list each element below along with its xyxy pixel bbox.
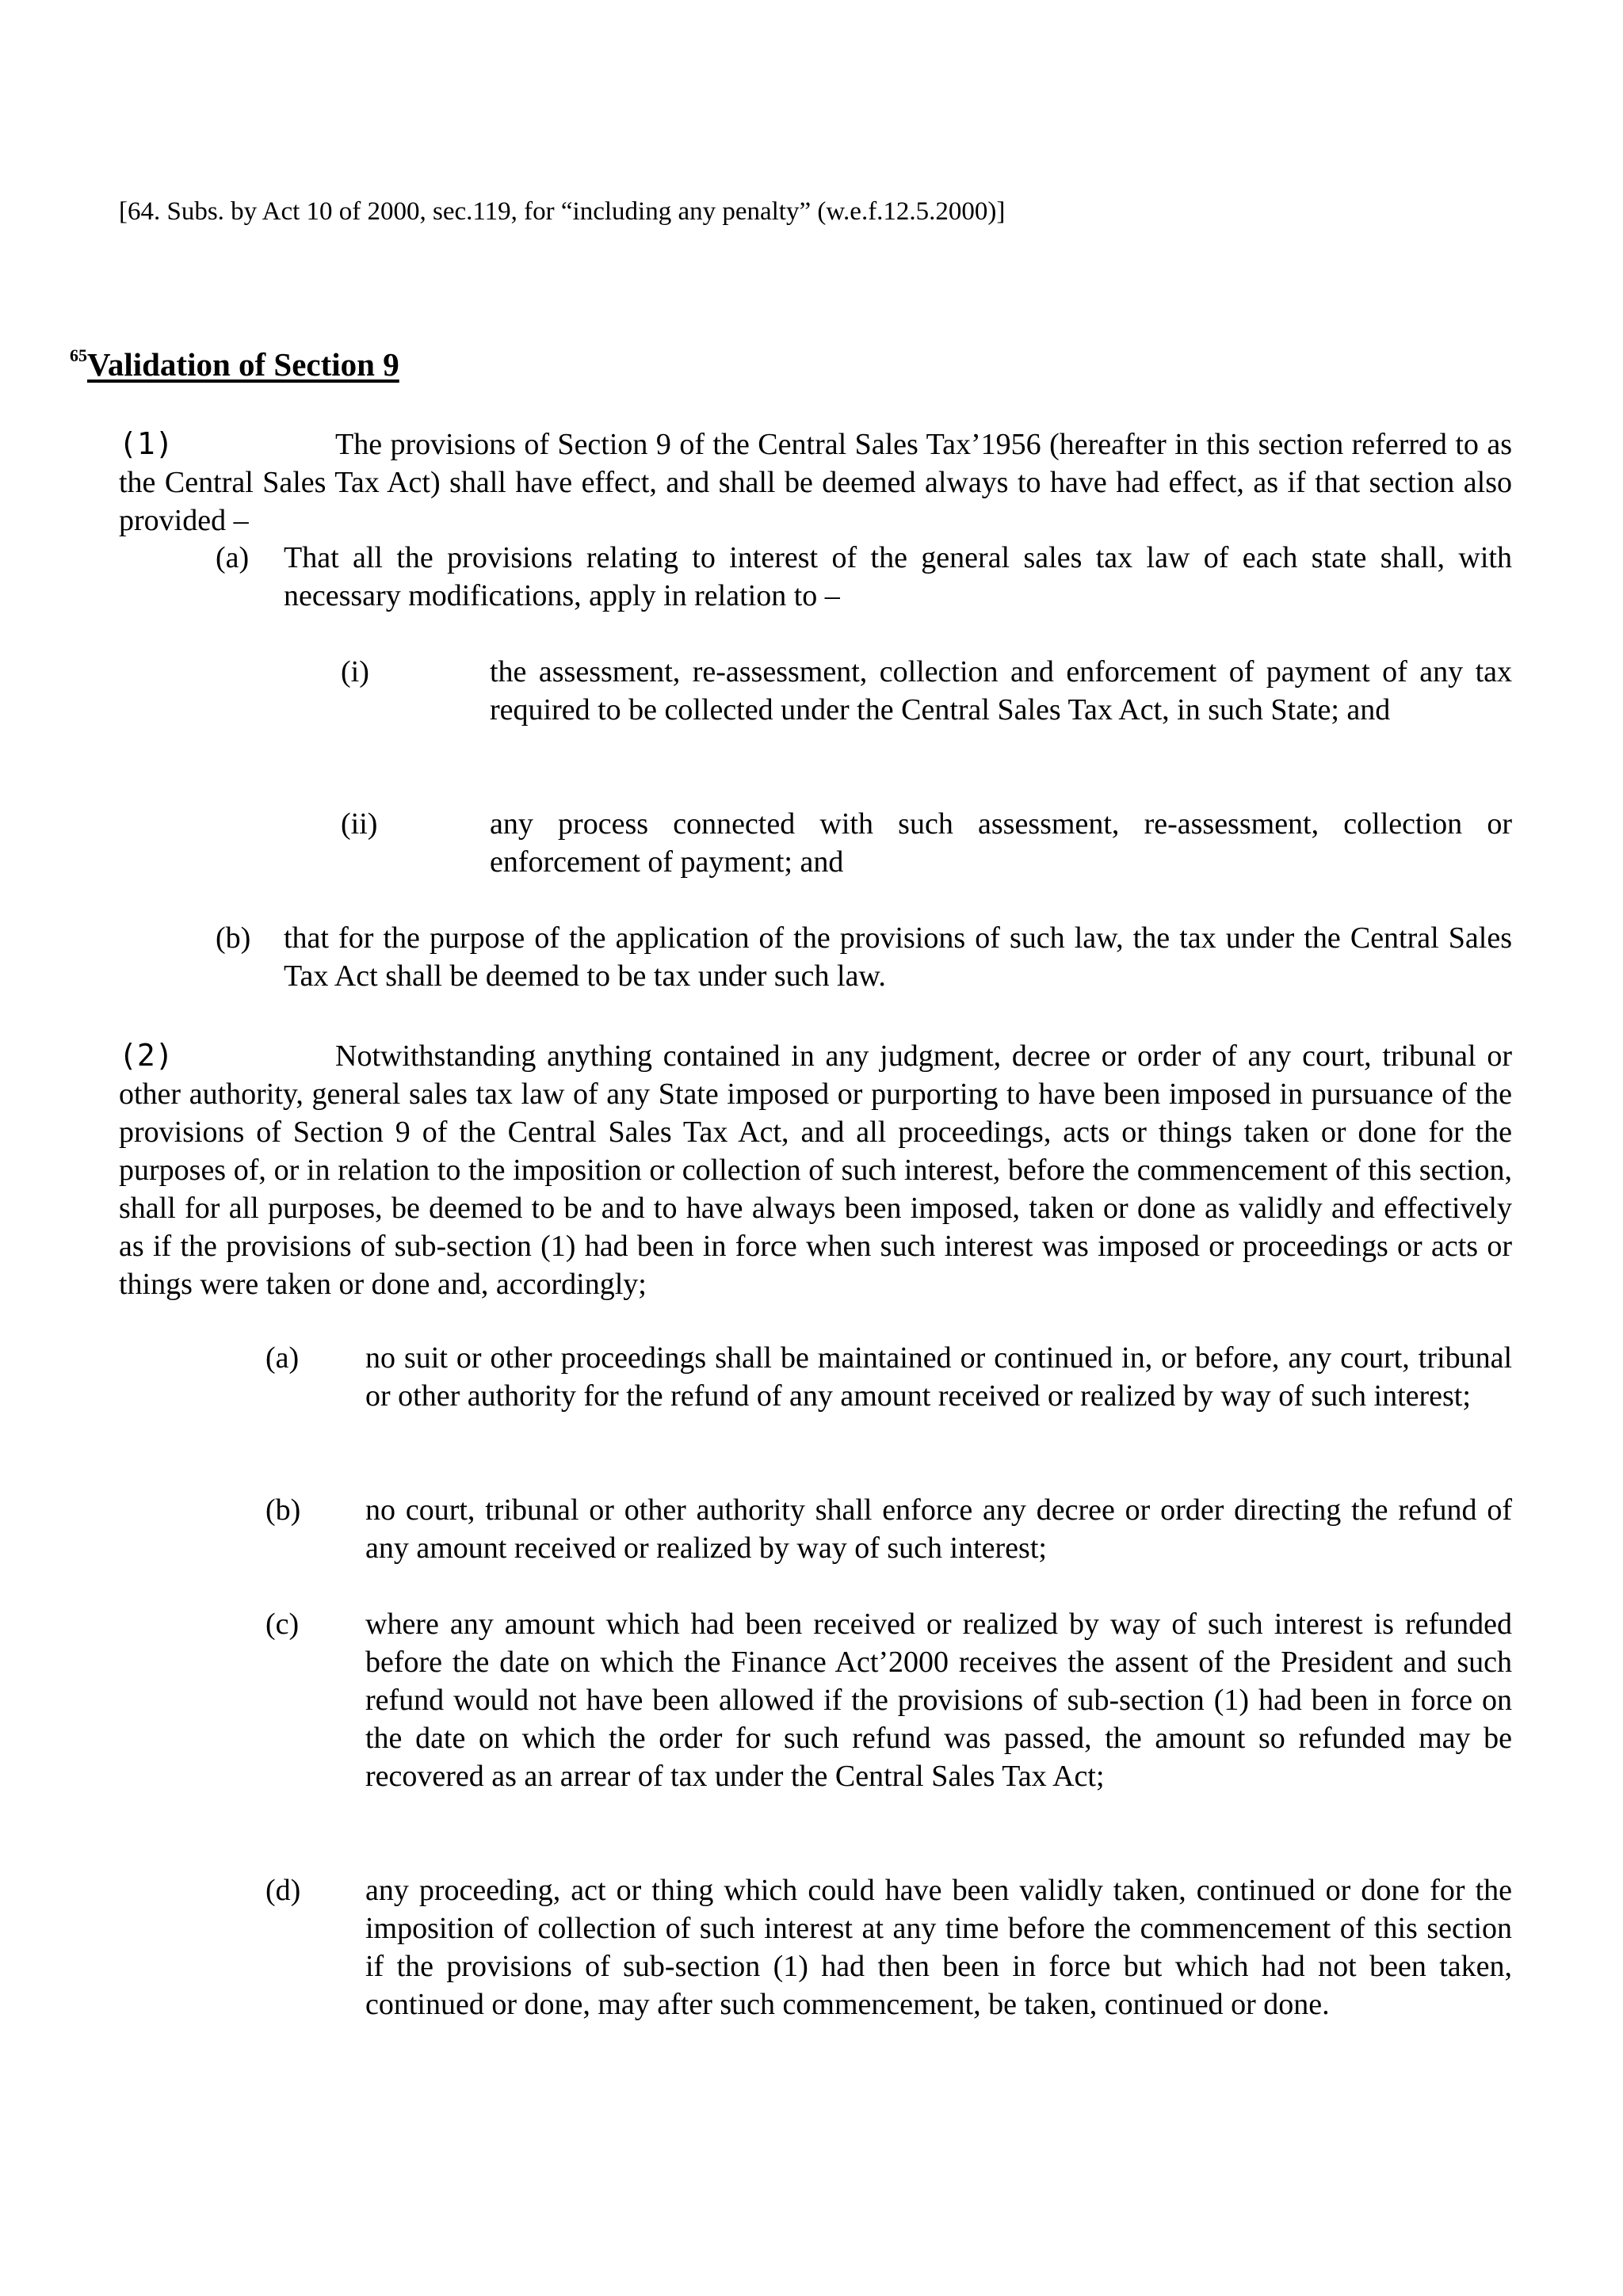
subsection-1-clause-a: [216, 539, 1512, 615]
clause-text: any proceeding, act or thing which could have been validly taken, continued or done for the imposition of collection of such interest at any time before the commencement of this section if the provisions of sub-section (1) had then been in force but which had not been taken, continued or done, may after such commencement, be taken, continued or done.: [365, 1874, 1512, 2021]
subsection-2-clause-b: [265, 1491, 1512, 1567]
clause-text: no suit or other proceedings shall be maintained or continued in, or before, any court, tribunal or other authority for the refund of any amount received or realized by way of such interest;: [365, 1341, 1512, 1413]
subsection-1-text: The provisions of Section 9 of the Central Sales Tax’1956 (hereafter in this section referred to as the Central Sales Tax Act) shall have effect, and shall be deemed always to have had effect, as if that section also provided –: [119, 428, 1512, 537]
clause-text: no court, tribunal or other authority shall enforce any decree or order directing the refund of any amount received or realized by way of such interest;: [365, 1493, 1512, 1565]
subsection-1: [119, 425, 1512, 540]
subsection-2: [119, 1036, 1512, 1303]
footnote-reference: 65: [70, 345, 87, 365]
subclause-label: (i): [341, 655, 369, 688]
clause-label: (b): [265, 1493, 301, 1527]
clause-text: that for the purpose of the application of the provisions of such law, the tax under the Central Sales Tax Act shall be deemed to be tax under such law.: [284, 921, 1512, 993]
clause-label: (a): [216, 541, 250, 574]
footnote: [64. Subs. by Act 10 of 2000, sec.119, for “including any penalty” (w.e.f.12.5.2000)]: [119, 197, 1006, 226]
subclause-label: (ii): [341, 807, 378, 841]
clause-label: (d): [265, 1874, 301, 1907]
section-heading: [70, 345, 399, 383]
clause-label: (a): [265, 1341, 300, 1375]
subclause-text: the assessment, re-assessment, collection and enforcement of payment of any tax required to be collected under the Central Sales Tax Act, in such State; and: [490, 655, 1512, 727]
subsection-1-subclause-i: [341, 653, 1512, 729]
subsection-2-clause-a: [265, 1339, 1512, 1415]
subsection-1-number: (1): [119, 426, 174, 461]
subsection-2-number: (2): [119, 1038, 174, 1073]
subsection-2-clause-c: [265, 1605, 1512, 1795]
subsection-1-clause-b: [216, 919, 1512, 995]
clause-label: (c): [265, 1608, 300, 1641]
clause-label: (b): [216, 921, 251, 955]
subclause-text: any process connected with such assessment, re-assessment, collection or enforcement of payment; and: [490, 807, 1512, 879]
clause-text: where any amount which had been received or realized by way of such interest is refunded before the date on which the Finance Act’2000 receives the assent of the President and such refund would not have been allowed if the provisions of sub-section (1) had been in force on the date on which the order for such refund was passed, the amount so refunded may be recovered as an arrear of tax under the Central Sales Tax Act;: [365, 1608, 1512, 1793]
subsection-1-subclause-ii: [341, 805, 1512, 881]
clause-text: That all the provisions relating to interest of the general sales tax law of each state shall, with necessary modifications, apply in relation to –: [284, 541, 1512, 612]
section-title: Validation of Section 9: [87, 346, 399, 383]
subsection-2-clause-d: [265, 1871, 1512, 2023]
subsection-2-text: Notwithstanding anything contained in any judgment, decree or order of any court, tribunal or other authority, general sales tax law of any State imposed or purporting to have been imposed in pursuance of the provisions of Section 9 of the Central Sales Tax Act, and all proceedings, acts or things taken or done for the purposes of, or in relation to the imposition or collection of such interest, before the commencement of this section, shall for all purposes, be deemed to be and to have always been imposed, taken or done as validly and effectively as if the provisions of sub-section (1) had been in force when such interest was imposed or proceedings or acts or things were taken or done and, accordingly;: [119, 1039, 1512, 1301]
